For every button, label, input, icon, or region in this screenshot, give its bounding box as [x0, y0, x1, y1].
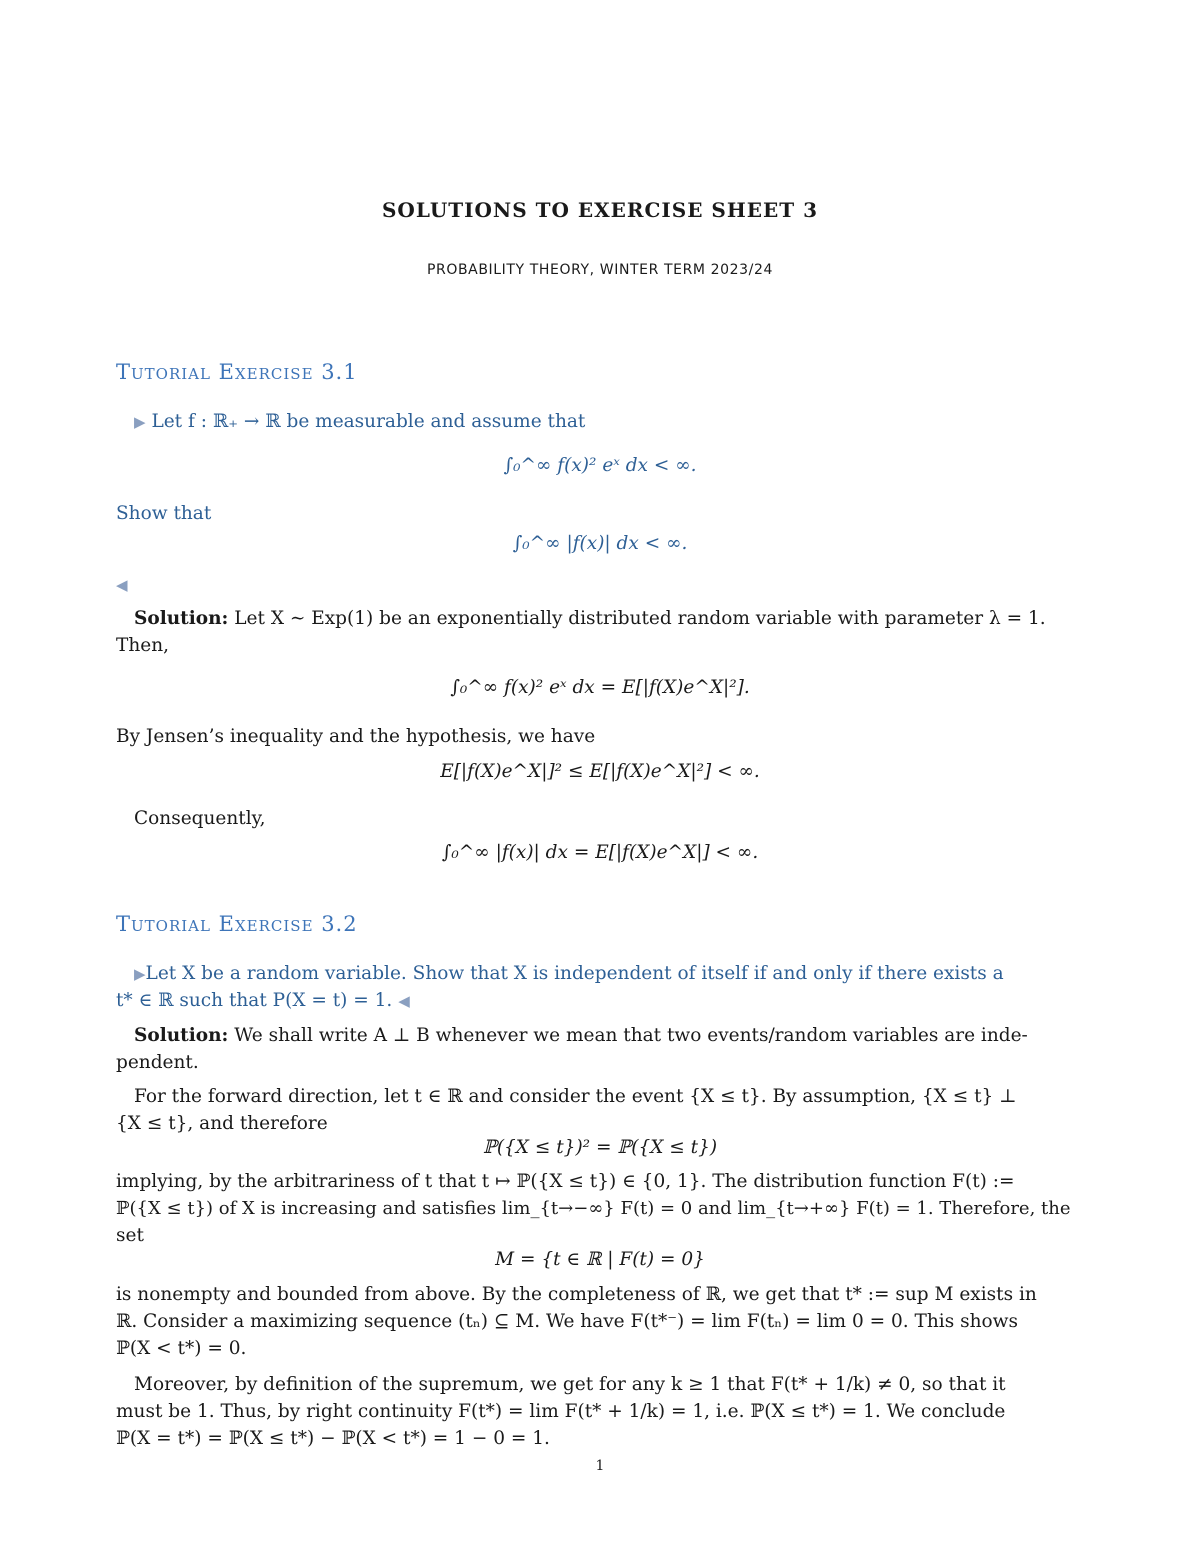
nonempty-line-1: is nonempty and bounded from above. By the completeness of ℝ, we get that t* := sup M exists in — [116, 1284, 1037, 1305]
moreover-line-1: Moreover, by definition of the supremum, we get for any k ≥ 1 that F(t* + 1/k) ≠ 0, so that it — [134, 1374, 1006, 1395]
start-triangle-icon: ▶ — [134, 965, 146, 983]
implying-line-1: implying, by the arbitrariness of t that t ↦ ℙ({X ≤ t}) ∈ {0, 1}. The distribution function F(t) := — [116, 1171, 1015, 1192]
consequently-label: Consequently, — [134, 808, 266, 829]
solution-text: Let X ∼ Exp(1) be an exponentially distributed random variable with parameter λ = 1. — [234, 608, 1046, 629]
exercise-3-2-statement-line-1 — [134, 960, 1004, 988]
exercise-3-1-intro: Let f : ℝ₊ → ℝ be measurable and assume that — [151, 411, 586, 432]
solution-text: We shall write A ⊥ B whenever we mean that two events/random variables are inde- — [234, 1025, 1028, 1046]
equation-3-2-b: M = {t ∈ ℝ | F(t) = 0} — [495, 1249, 705, 1270]
solution-3-1-line-2: Then, — [116, 635, 169, 656]
moreover-line-2: must be 1. Thus, by right continuity F(t*) = lim F(t* + 1/k) = 1, i.e. ℙ(X ≤ t*) = 1. We conclude — [116, 1401, 1006, 1422]
implying-line-3: set — [116, 1225, 144, 1246]
exercise-heading-3-2: Tutorial Exercise 3.2 — [116, 912, 358, 936]
equation-3-1-d: E[|f(X)e^X|]² ≤ E[|f(X)e^X|²] < ∞. — [440, 761, 760, 782]
equation-3-2-a: ℙ({X ≤ t})² = ℙ({X ≤ t}) — [482, 1137, 718, 1158]
nonempty-line-2: ℝ. Consider a maximizing sequence (tₙ) ⊆ M. We have F(t*⁻) = lim F(tₙ) = lim 0 = 0. This shows — [116, 1311, 1018, 1332]
document-subtitle: PROBABILITY THEORY, WINTER TERM 2023/24 — [426, 262, 774, 278]
moreover-line-3: ℙ(X = t*) = ℙ(X ≤ t*) − ℙ(X < t*) = 1 − 0 = 1. — [116, 1428, 550, 1449]
implying-line-2: ℙ({X ≤ t}) of X is increasing and satisfies lim_{t→−∞} F(t) = 0 and lim_{t→+∞} F(t) = 1. Therefore, the — [116, 1198, 1071, 1219]
statement-text-2: t* ∈ ℝ such that P(X = t) = 1. — [116, 990, 393, 1011]
page-number: 1 — [595, 1458, 605, 1474]
jensen-sentence: By Jensen’s inequality and the hypothesis, we have — [116, 726, 596, 747]
equation-3-1-a: ∫₀^∞ f(x)² eˣ dx < ∞. — [503, 455, 697, 476]
equation-3-1-b: ∫₀^∞ |f(x)| dx < ∞. — [512, 533, 688, 554]
statement-text: Let X be a random variable. Show that X is independent of itself if and only if there exists a — [145, 963, 1004, 984]
solution-3-1-line-1 — [134, 605, 1046, 632]
nonempty-line-3: ℙ(X < t*) = 0. — [116, 1338, 247, 1359]
forward-direction-line-1: For the forward direction, let t ∈ ℝ and consider the event {X ≤ t}. By assumption, {X ≤ t} ⊥ — [134, 1086, 1017, 1107]
forward-direction-line-2: {X ≤ t}, and therefore — [116, 1113, 328, 1134]
equation-3-1-e: ∫₀^∞ |f(x)| dx = E[|f(X)e^X|] < ∞. — [441, 842, 759, 863]
end-triangle-icon: ◀ — [398, 992, 410, 1010]
solution-3-2-line-2: pendent. — [116, 1052, 199, 1073]
exercise-3-2-statement-line-2 — [116, 987, 410, 1015]
solution-label: Solution: — [134, 1025, 229, 1046]
start-triangle-icon: ▶ — [134, 413, 146, 431]
solution-label: Solution: — [134, 608, 229, 629]
equation-3-1-c: ∫₀^∞ f(x)² eˣ dx = E[|f(X)e^X|²]. — [450, 677, 750, 698]
show-that-label: Show that — [116, 503, 212, 524]
end-triangle-icon: ◀ — [116, 576, 128, 594]
document-title: SOLUTIONS TO EXERCISE SHEET 3 — [381, 198, 819, 222]
solution-3-2-line-1 — [134, 1022, 1028, 1049]
exercise-3-1-statement — [134, 408, 585, 436]
exercise-heading-3-1: Tutorial Exercise 3.1 — [116, 360, 358, 384]
